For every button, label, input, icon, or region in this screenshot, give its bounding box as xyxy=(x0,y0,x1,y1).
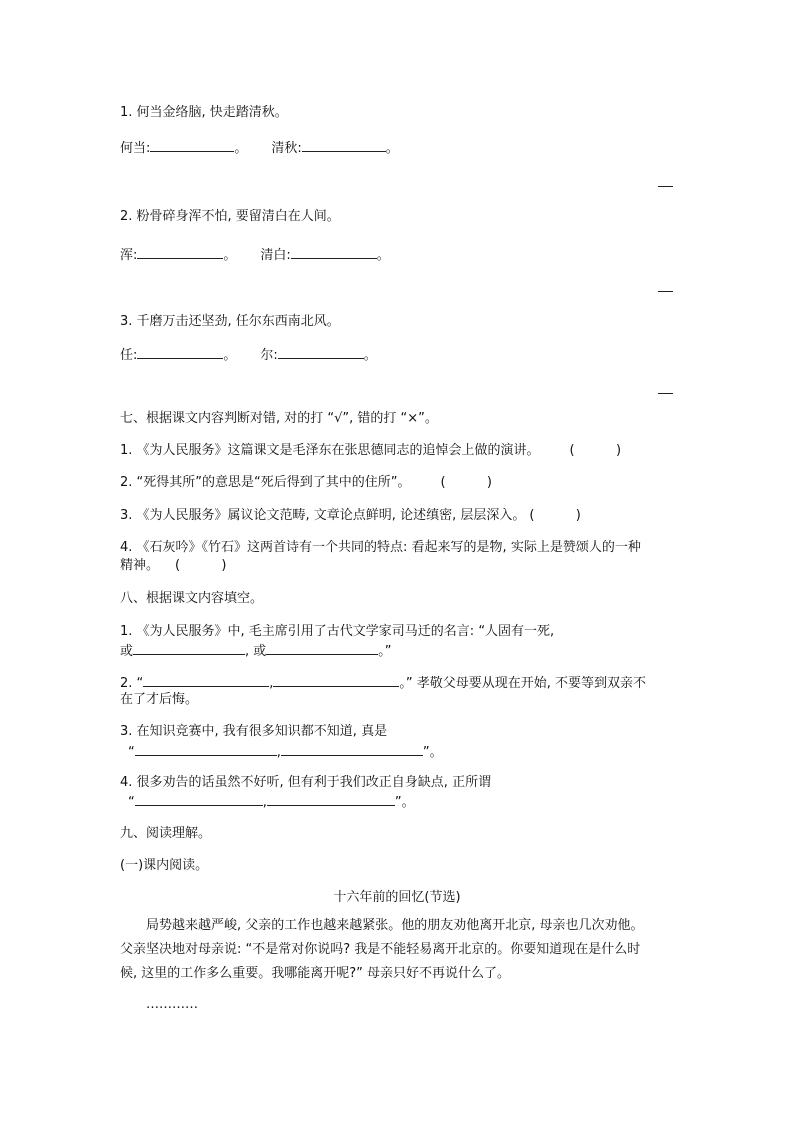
passage-line-1: 局势越来越严峻, 父亲的工作也越来越紧张。他的朋友劝他离开北京, 母亲也几次劝他。 xyxy=(146,918,644,933)
sec7-item-2 xyxy=(120,474,492,492)
q3-blank-b[interactable] xyxy=(278,345,364,359)
q2-word-a: 浑: xyxy=(120,248,138,263)
sec8-item-2-tail: 。” 孝敬父母要从现在开始, 不要等到双亲不 xyxy=(399,676,647,691)
sec8-item-1-blank-b[interactable] xyxy=(266,641,378,655)
divider-dash xyxy=(658,393,673,394)
q1-period-a: 。 xyxy=(234,141,248,156)
sec8-item-1-blank-a[interactable] xyxy=(133,641,245,655)
sec7-item-1 xyxy=(120,442,621,460)
section7-heading: 七、根据课文内容判断对错, 对的打 “√”, 错的打 “×”。 xyxy=(120,411,438,426)
section8-heading: 八、根据课文内容填空。 xyxy=(120,591,264,606)
sec7-item-3 xyxy=(120,507,581,525)
sec8-item-1-or2: , 或 xyxy=(245,644,267,659)
q1-word-b: 清秋: xyxy=(271,141,302,156)
q1-blank-b[interactable] xyxy=(302,138,386,152)
q2-answer-row xyxy=(120,245,390,265)
q1-word-a: 何当: xyxy=(120,141,151,156)
sec8-item-4-line1: 4. 很多劝告的话虽然不好听, 但有利于我们改正自身缺点, 正所谓 xyxy=(120,775,492,790)
q3-word-b: 尔: xyxy=(260,348,278,363)
sec7-item-2-text: 2. “死得其所”的意思是“死后得到了其中的住所”。 xyxy=(120,475,411,490)
sec8-item-2-blank-b[interactable] xyxy=(273,673,399,687)
divider-dash xyxy=(658,186,673,187)
sec8-item-3-blank-a[interactable] xyxy=(135,742,277,756)
sec8-item-1-or: 或 xyxy=(120,644,134,659)
sec8-item-1-line1: 1. 《为人民服务》中, 毛主席引用了古代文学家司马迁的名言: “人固有一死, xyxy=(120,624,555,639)
sec8-item-2-line2: 在了才后悔。 xyxy=(120,692,199,707)
sec8-item-3-close: ”。 xyxy=(422,745,443,760)
sec7-item-1-bracket[interactable]: ( ) xyxy=(569,443,622,458)
sec8-item-1-end: 。” xyxy=(378,644,392,659)
sec8-item-4-close: ”。 xyxy=(394,795,415,810)
sec8-item-4-line2 xyxy=(128,792,415,812)
sec7-item-3-text: 3. 《为人民服务》属议论文范畴, 文章论点鲜明, 论述缜密, 层层深入。 xyxy=(120,508,526,523)
sec8-item-1-line2 xyxy=(120,641,392,661)
q2-sentence: 2. 粉骨碎身浑不怕, 要留清白在人间。 xyxy=(120,209,340,224)
passage-line-2: 父亲坚决地对母亲说: “不是常对你说吗? 我是不能轻易离开北京的。你要知道现在是什么时 xyxy=(120,942,641,957)
passage-line-3: 候, 这里的工作多么重要。我哪能离开呢?” 母亲只好不再说什么了。 xyxy=(120,966,511,981)
q1-blank-a[interactable] xyxy=(150,138,234,152)
sec8-item-2-line1 xyxy=(120,673,646,693)
sec7-item-1-text: 1. 《为人民服务》这篇课文是毛泽东在张思德同志的追悼会上做的演讲。 xyxy=(120,443,540,458)
q3-sentence: 3. 千磨万击还坚劲, 任尔东西南北风。 xyxy=(120,314,340,329)
sec7-item-4-bracket[interactable]: ( ) xyxy=(175,558,227,573)
sec8-item-3-blank-b[interactable] xyxy=(281,742,423,756)
q2-blank-a[interactable] xyxy=(137,245,223,259)
sec8-item-4-blank-a[interactable] xyxy=(135,792,263,806)
q3-blank-a[interactable] xyxy=(137,345,223,359)
sec8-item-3-line1: 3. 在知识竞赛中, 我有很多知识都不知道, 真是 xyxy=(120,724,388,739)
sec8-item-4-open: “ xyxy=(128,795,135,810)
q2-blank-b[interactable] xyxy=(291,245,377,259)
q3-period-a: 。 xyxy=(223,348,237,363)
sec8-item-4-comma: , xyxy=(262,795,267,810)
sec8-item-2-comma: , xyxy=(269,676,274,691)
q2-period-b: 。 xyxy=(376,248,390,263)
sec8-item-2-open: 2. “ xyxy=(120,676,144,691)
q3-word-a: 任: xyxy=(120,348,138,363)
sec8-item-3-comma: , xyxy=(276,745,281,760)
q1-answer-row xyxy=(120,138,399,158)
sec8-item-3-open: “ xyxy=(128,745,135,760)
sec7-item-4-line1: 4. 《石灰吟》《竹石》这两首诗有一个共同的特点: 看起来写的是物, 实际上是赞颂人的一种 xyxy=(120,540,641,555)
passage-title: 十六年前的回忆(节选) xyxy=(333,890,461,905)
q1-period-b: 。 xyxy=(385,141,399,156)
q1-sentence: 1. 何当金络脑, 快走踏清秋。 xyxy=(120,105,288,120)
sec8-item-4-blank-b[interactable] xyxy=(267,792,395,806)
q3-answer-row xyxy=(120,345,377,365)
q3-period-b: 。 xyxy=(363,348,377,363)
sec7-item-4-line2 xyxy=(120,557,226,575)
sec8-item-2-blank-a[interactable] xyxy=(143,673,269,687)
divider-dash xyxy=(658,291,673,292)
q2-word-b: 清白: xyxy=(260,248,291,263)
sec8-item-3-line2 xyxy=(128,742,443,762)
q2-period-a: 。 xyxy=(223,248,237,263)
passage-ellipsis: ………… xyxy=(146,997,198,1012)
sec7-item-4-text2: 精神。 xyxy=(120,558,160,573)
sec7-item-2-bracket[interactable]: ( ) xyxy=(440,475,492,490)
section9-subheading: (一)课内阅读。 xyxy=(120,858,209,873)
section9-heading: 九、阅读理解。 xyxy=(120,826,212,841)
sec7-item-3-bracket[interactable]: ( ) xyxy=(529,508,581,523)
